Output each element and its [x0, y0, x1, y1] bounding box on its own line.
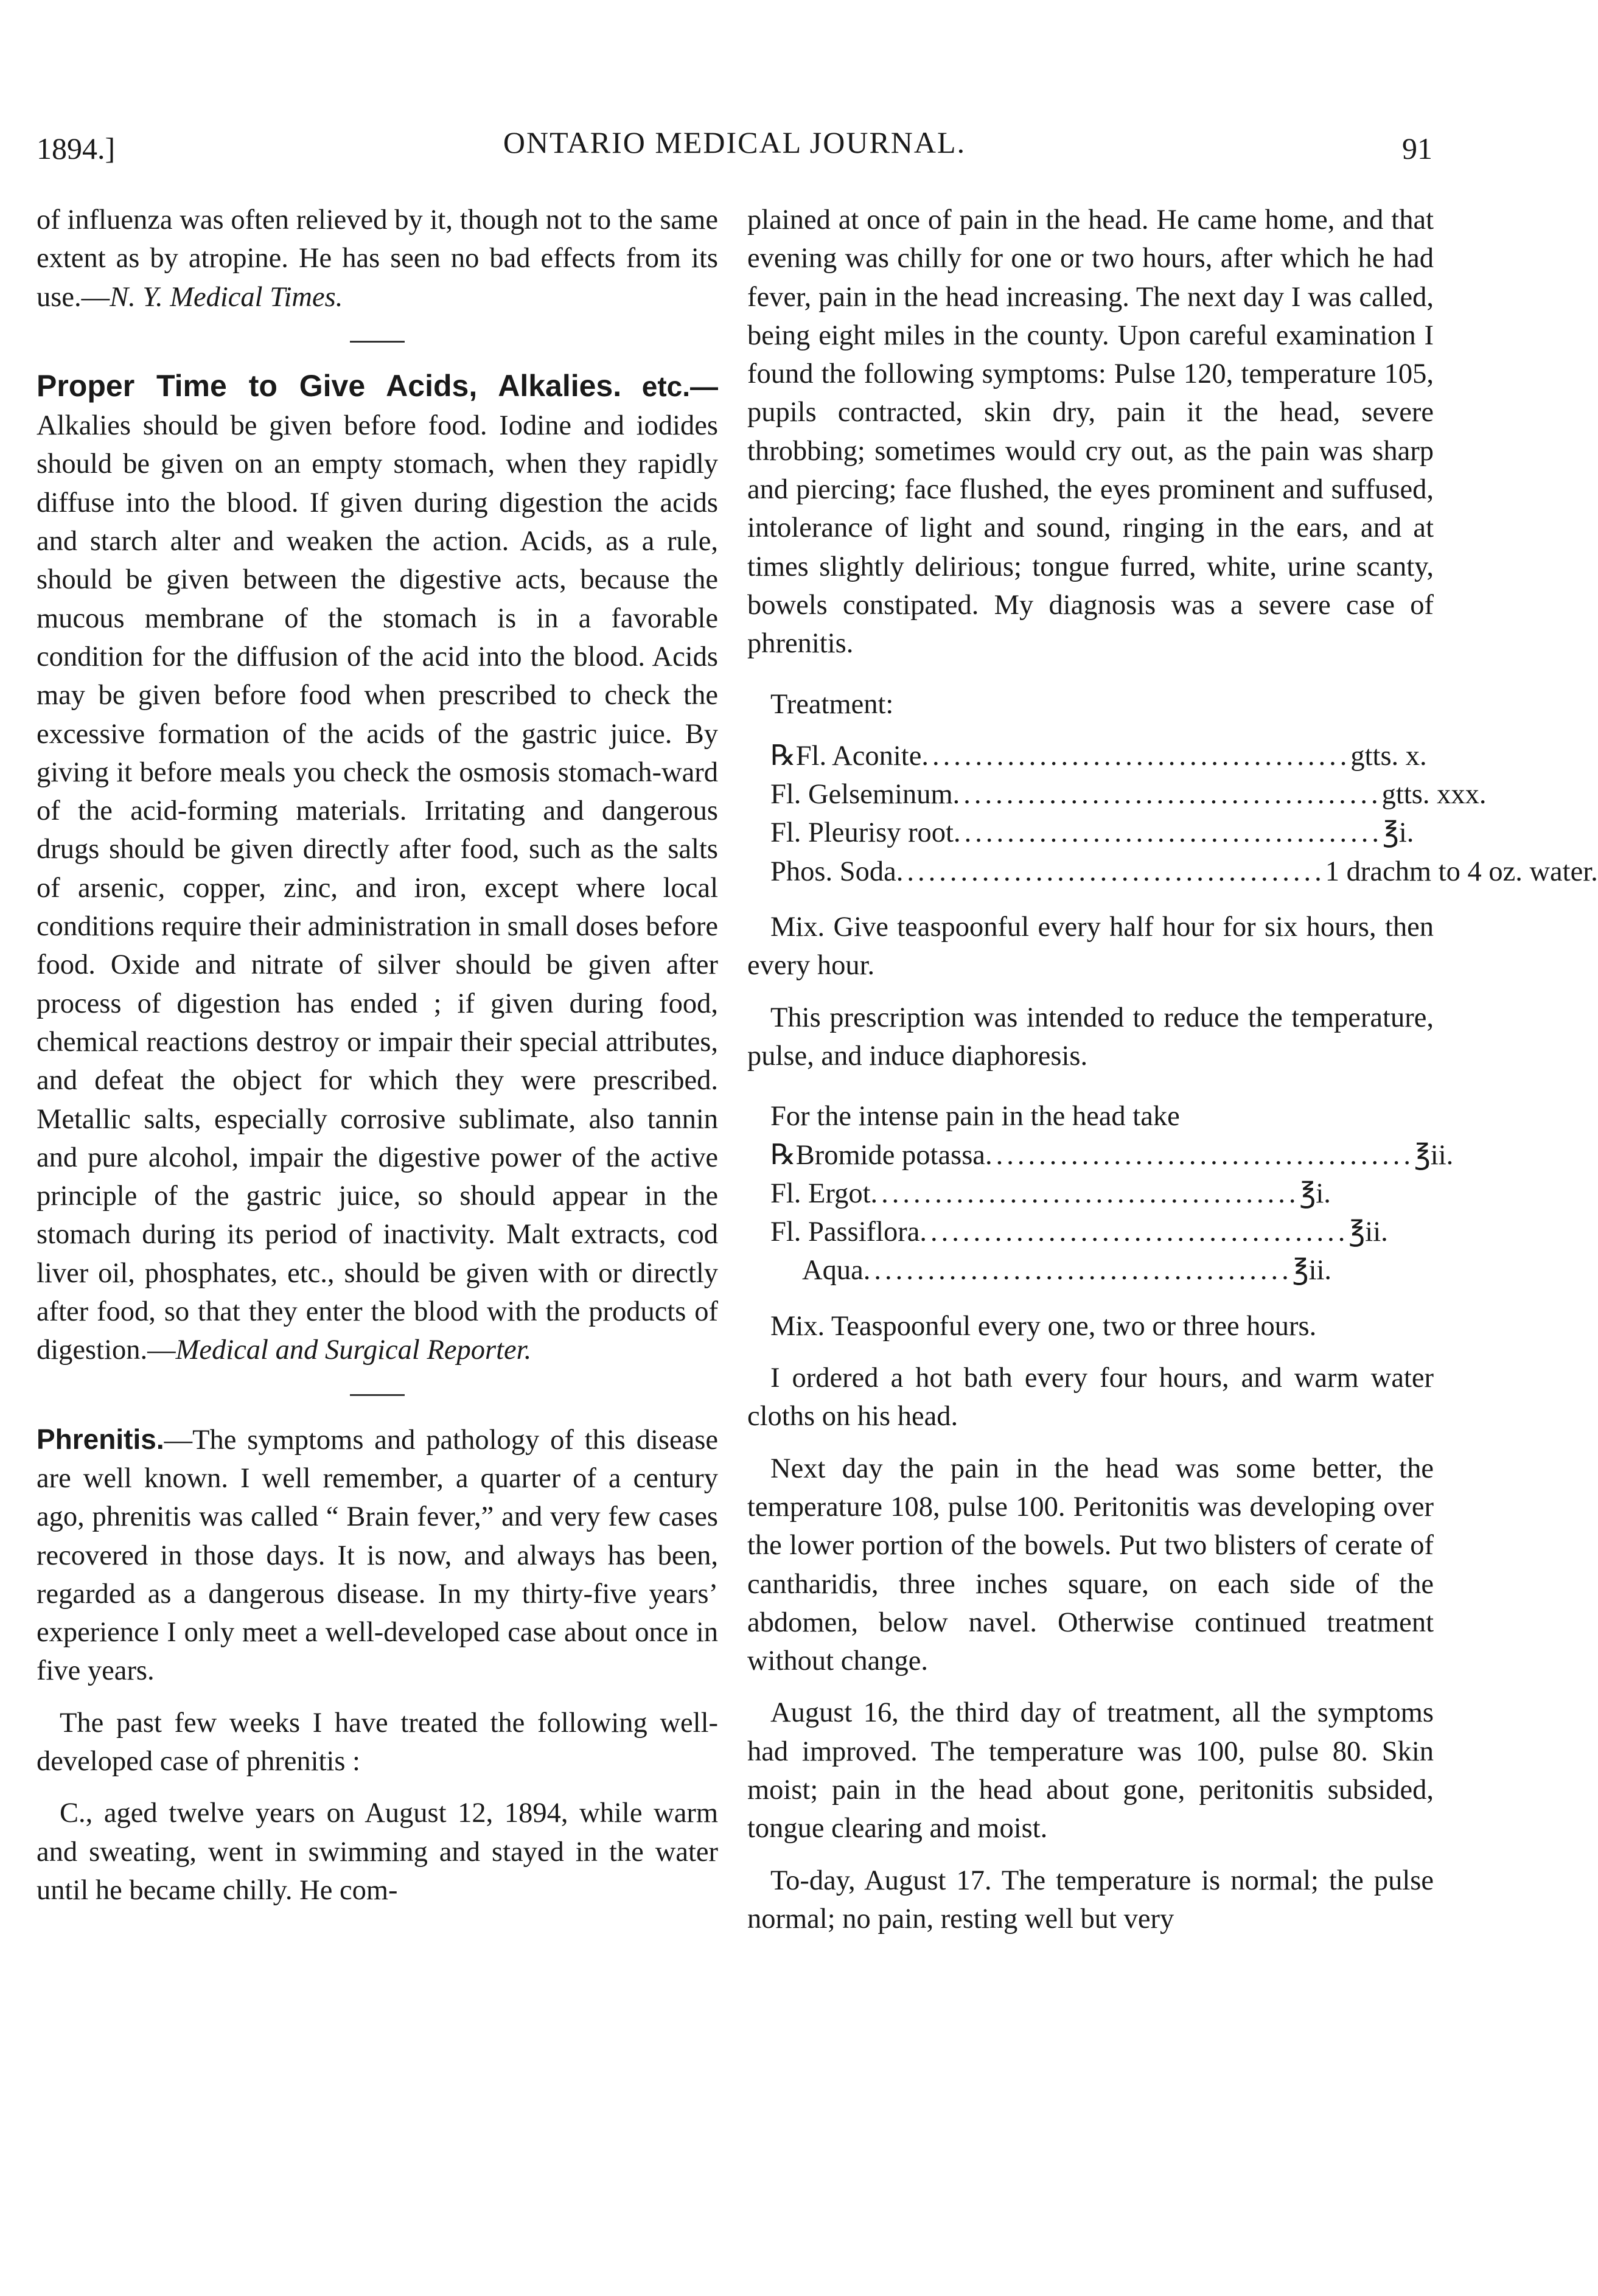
rx-ingredient: Aqua	[802, 1255, 864, 1286]
right-column	[747, 201, 1598, 1938]
paragraph: The past few weeks I have treated the following well-developed case of phrenitis :	[37, 1707, 718, 1777]
paragraph: plained at once of pain in the head. He came home, and that evening was chilly for one or two hours, after which he had fever, pain in the head increasing. The next day I was called, being eight miles in the county. Upon careful examination I found the following symptoms: Pulse 120, temperature 105, pupils contracted, skin dry, pain it the head, severe throbbing; sometimes would cry out, as the pain was sharp and piercing; face flushed, the eyes prominent and suffused, intolerance of light and sound, ringing in the ears, and at times slightly delirious; tongue furred, white, urine scanty, bowels constipated. My diagnosis was a severe case of phrenitis.	[747, 204, 1434, 660]
rx-ingredient: Fl. Ergot	[770, 1178, 871, 1209]
rx-ingredient: Fl. Passiflora	[770, 1216, 920, 1248]
prescription-line	[747, 1251, 1336, 1289]
rx-dose: ℥ii.	[1292, 1255, 1332, 1286]
leader-dots: ........................................	[863, 1255, 1293, 1286]
acids-heading-cont: etc.—	[641, 370, 719, 402]
prescription-line	[747, 737, 1427, 775]
acids-heading: Proper Time to Give Acids, Alkalies.	[37, 368, 622, 403]
leader-dots: ........................................	[921, 740, 1351, 772]
prescription-line	[747, 814, 1414, 852]
prescription-2	[747, 1136, 1454, 1290]
acids-body: Alkalies should be given before food. Iodine and iodides should be given on an empty stomach, when they rapidly diffuse into the blood. If given during digestion the acids and starch alter and weaken the action. Acids, as a rule, should be given between the digestive acts, because the mucous membrane of the stomach is in a favorable condition for the diffusion of the acid into the blood. Acids may be given before food when prescribed to check the excessive formation of the acids of the gastric juice. By giving it before meals you check the osmosis stomach-ward of the acid-forming materials. Irritating and dangerous drugs should be given directly after food, such as the salts of arsenic, copper, zinc, and iron, except where local conditions require their administration in small doses before food. Oxide and nitrate of silver should be given after process of digestion has ended ; if given during food, chemical reactions destroy or impair their special attributes, and defeat the object for which they were prescribed. Metallic salts, especially corrosive sublimate, also tannin and pure alcohol, impair the digestive power of the active principle of the gastric juice, so should appear in the stomach during its period of inactivity. Malt extracts, cod liver oil, phosphates, etc., should be given with or directly after food, so that they enter the blood with the products of digestion.—	[37, 410, 718, 1366]
rx-symbol	[770, 1251, 802, 1289]
rx-dose: ℥ii.	[1414, 1139, 1454, 1171]
leader-dots: ........................................	[985, 1139, 1414, 1171]
left-column	[37, 201, 718, 1910]
mix-instructions: Mix. Give teaspoonful every half hour for six hours, then every hour.	[747, 912, 1434, 982]
phrenitis-body: —The symptoms and pathology of this disease are well known. I well remember, a quarter of a century ago, phrenitis was called “ Brain fever,” and very few cases recovered in those days. It is now, and always has been, regarded as a dangerous disease. In my thirty-five years’ experience I only meet a well-developed case about once in five years.	[37, 1424, 718, 1687]
leader-dots: ........................................	[919, 1216, 1349, 1248]
rx-dose: gtts. x.	[1350, 740, 1427, 772]
leader-dots: ........................................	[953, 817, 1383, 849]
prescription-1	[747, 737, 1598, 891]
leader-dots: ........................................	[952, 779, 1382, 811]
rx-ingredient: Phos. Soda	[770, 856, 896, 887]
intro-text: of influenza was often relieved by it, though not to the same extent as by atropine. He has seen no bad effects from its use.—	[37, 204, 718, 313]
acids-source: Medical and Surgical Reporter.	[175, 1335, 532, 1366]
prescription-line	[747, 1213, 1388, 1251]
rx-dose: ℥ii.	[1349, 1216, 1388, 1248]
section-divider	[350, 1394, 405, 1396]
paragraph: Next day the pain in the head was some better, the temperature 108, pulse 100. Peritonitis was developing over the lower portion of the bowels. Put two blisters of cerate of cantharidis, three inches square, on each side of the abdomen, below navel. Otherwise continued treatment without change.	[747, 1453, 1434, 1677]
running-header	[37, 125, 1432, 167]
header-year: 1894.]	[37, 131, 116, 166]
section-divider	[350, 341, 405, 343]
rx-dose: ℥i.	[1382, 817, 1414, 849]
rx-ingredient: Bromide potassa	[795, 1139, 985, 1171]
paragraph: This prescription was intended to reduce the temperature, pulse, and induce diaphoresis.	[747, 1002, 1434, 1072]
rx-dose: ℥i.	[1299, 1178, 1331, 1209]
prescription-line	[747, 1136, 1454, 1174]
rx-dose: 1 drachm to 4 oz. water.	[1325, 856, 1598, 887]
rx-dose: gtts. xxx.	[1381, 779, 1487, 811]
paragraph: To-day, August 17. The temperature is normal; the pulse normal; no pain, resting well but very	[747, 1865, 1434, 1935]
treatment-label: Treatment:	[770, 688, 894, 720]
journal-title: ONTARIO MEDICAL JOURNAL.	[503, 125, 966, 159]
mix-instructions: Mix. Teaspoonful every one, two or three hours.	[770, 1310, 1317, 1342]
prescription-line	[747, 853, 1598, 891]
prescription-line	[747, 775, 1487, 814]
paragraph: C., aged twelve years on August 12, 1894, while warm and sweating, went in swimming and stayed in the water until he became chilly. He com-	[37, 1798, 718, 1906]
page-number: 91	[1402, 131, 1432, 166]
rx-symbol: ℞	[770, 740, 796, 772]
phrenitis-intro	[37, 1420, 718, 1691]
paragraph: I ordered a hot bath every four hours, and warm water cloths on his head.	[747, 1363, 1434, 1432]
rx-ingredient: Fl. Gelseminum	[770, 779, 953, 811]
phrenitis-heading: Phrenitis.	[37, 1423, 164, 1455]
leader-dots: ........................................	[870, 1178, 1300, 1209]
rx-ingredient: Fl. Aconite	[795, 740, 922, 772]
intro-source: N. Y. Medical Times.	[110, 281, 343, 313]
pain-label: For the intense pain in the head take	[770, 1101, 1180, 1132]
rx-symbol: ℞	[770, 1139, 796, 1171]
rx-ingredient: Fl. Pleurisy root	[770, 817, 954, 849]
paragraph: August 16, the third day of treatment, all the symptoms had improved. The temperature was 100, pulse 80. Skin moist; pain in the head about gone, peritonitis subsided, tongue clearing and moist.	[747, 1697, 1434, 1844]
leader-dots: ........................................	[896, 856, 1325, 887]
prescription-line	[747, 1174, 1331, 1213]
intro-paragraph	[37, 201, 718, 316]
acids-article	[37, 367, 718, 1370]
